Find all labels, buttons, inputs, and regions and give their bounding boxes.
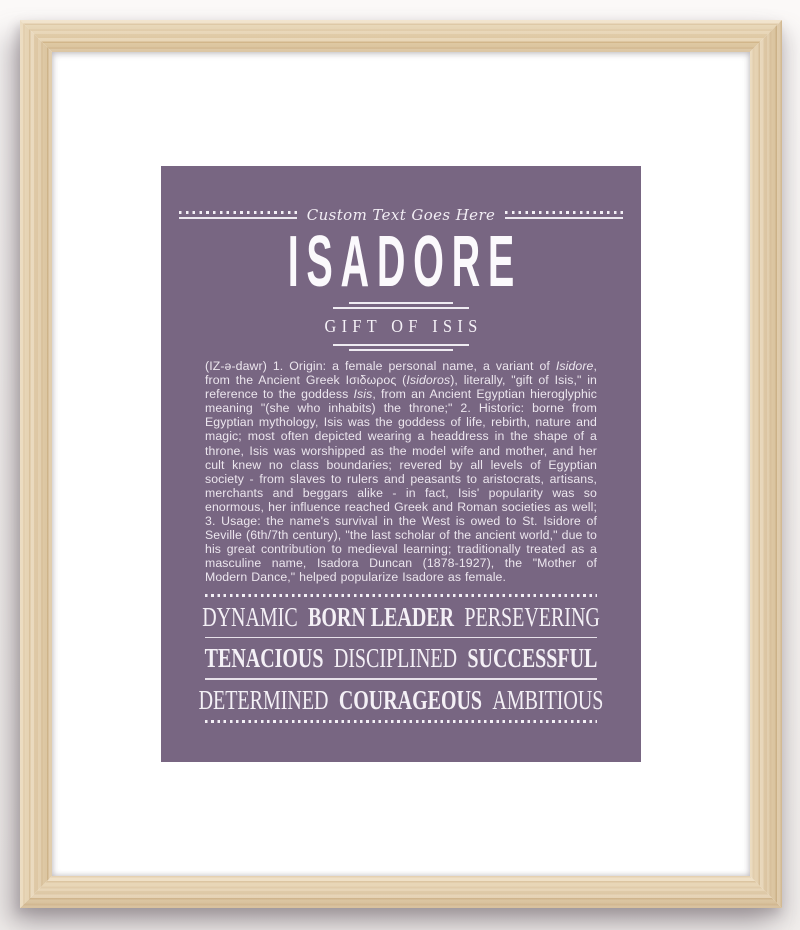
frame-wood-left [20, 20, 52, 908]
meaning-label: GIFT OF ISIS [324, 316, 483, 336]
solid-line [179, 217, 297, 219]
trait-word: AMBITIOUS [492, 684, 604, 715]
trait-rows [198, 597, 604, 720]
traits-section [198, 594, 604, 723]
trait-row [204, 641, 598, 675]
rule-line [333, 344, 469, 346]
definition-italic-term: Isis [353, 387, 373, 402]
double-rule-top [333, 302, 469, 309]
trait-word: BORN LEADER [308, 601, 455, 632]
mat-board [52, 52, 750, 876]
frame-wood-right [750, 20, 782, 908]
trait-separator-line [205, 678, 597, 680]
frame-wood-bottom [20, 876, 782, 908]
trait-separator-line [205, 637, 597, 639]
dotted-line [179, 211, 297, 214]
trait-word: DYNAMIC [202, 601, 298, 632]
dotted-rule-right [505, 211, 623, 219]
definition-text: ), literally, "gift of Isis," in reference to the goddess [205, 373, 597, 402]
picture-frame [20, 20, 782, 908]
rule-line [349, 302, 453, 304]
trait-word: PERSEVERING [464, 601, 600, 632]
definition-paragraph [205, 359, 597, 585]
traits-dotted-line-bottom [205, 720, 597, 723]
definition-text: , from an Ancient Egyptian hieroglyphic meaning "(she who inhabits) the throne;" 2. Historic: borne from Egyptian mythology, Isis was the goddess of life, rebirth, nature and magic; most often depicted wearing a headdress in the shape of a throne, Isis was worshipped as the model wife and mother, and her cult knew no class boundaries; revered by all levels of Egyptian society - from slaves to rulers and peasants to aristocrats, artisans, merchants and beggars alike - in fact, Isis' popularity was so enormous, her influence reached Greek and Roman societies as well; 3. Usage: the name's survival in the West is owed to St. Isidore of Seville (6th/7th century), "the last scholar of the ancient world," due to his great contribution to medieval learning; traditionally treated as a masculine name, Isadora Duncan (1878-1927), the "Mother of Modern Dance," helped popularize Isadore as female. [205, 387, 598, 585]
frame-wood-top [20, 20, 782, 52]
definition-text: (IZ-ə-dawr) 1. Origin: a female personal name, a variant of [205, 359, 556, 373]
double-rule-bottom [333, 344, 469, 351]
solid-line [505, 217, 623, 219]
dotted-line [505, 211, 623, 214]
trait-word: TENACIOUS [204, 643, 324, 673]
name-title: ISADORE [287, 222, 523, 302]
trait-word: DISCIPLINED [333, 643, 458, 673]
trait-row [202, 600, 600, 634]
trait-word: DETERMINED [198, 684, 329, 715]
art-print [161, 166, 641, 762]
definition-italic-term: Isidore [555, 359, 594, 373]
trait-word: COURAGEOUS [338, 684, 483, 715]
rule-line [349, 349, 453, 351]
trait-row [198, 683, 604, 717]
custom-text-script: Custom Text Goes Here [306, 206, 496, 224]
dotted-rule-left [179, 211, 297, 219]
definition-text: , from the Ancient Greek Ισιδωρος ( [205, 359, 597, 388]
rule-line [333, 307, 469, 309]
definition-italic-term: Isidoros [406, 373, 451, 388]
trait-word: SUCCESSFUL [467, 643, 598, 673]
meaning-block [310, 302, 492, 351]
